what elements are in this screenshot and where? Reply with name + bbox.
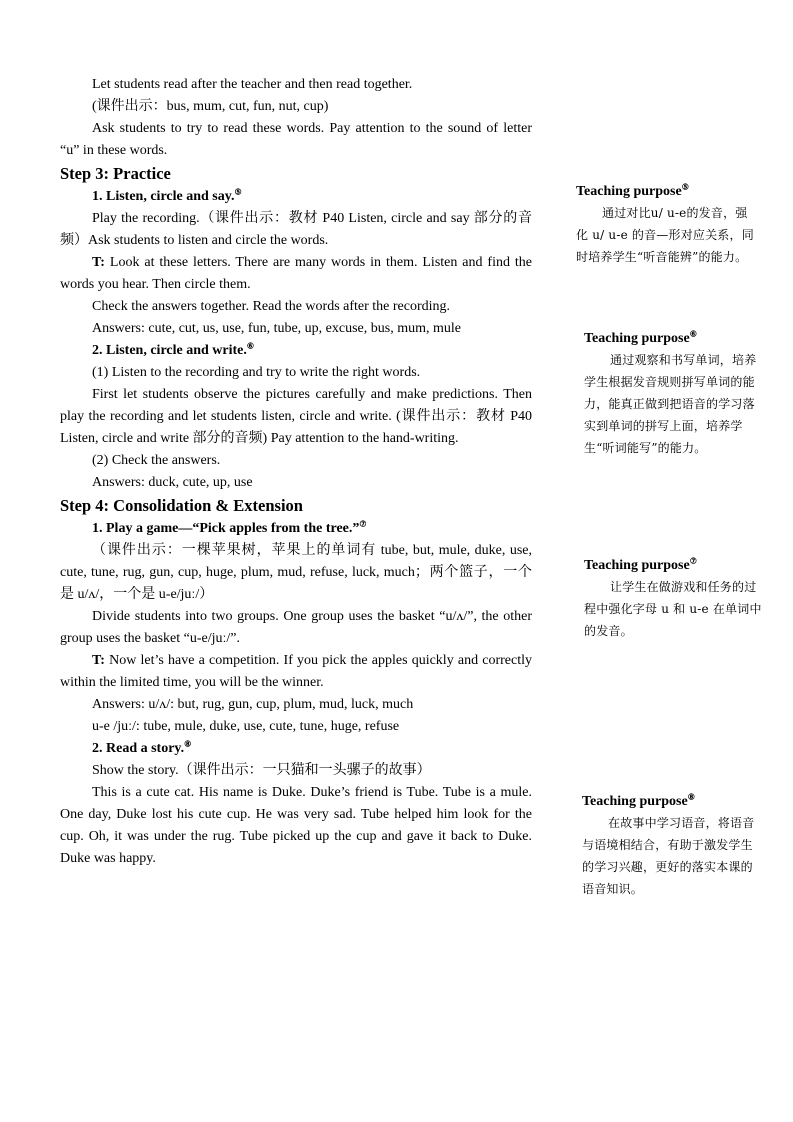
footnote-mark: ⑦ — [359, 519, 367, 529]
intro-line-2: (课件出示：bus, mum, cut, fun, nut, cup) — [92, 99, 329, 114]
step4-heading: Step 4: Consolidation & Extension — [60, 496, 303, 515]
step4-sec1-p1: （课件出示：一棵苹果树，苹果上的单词有 tube, but, mule, duke, use, cute, tune, rug, gun, cup, huge, plum, mud, refuse, luck, much；两个篮子，一个是 u/ʌ/，一个是 u-e/juː/） — [60, 543, 532, 602]
step3-sec2-title: 2. Listen, circle and write.⑥ — [92, 341, 255, 358]
teaching-purpose-note-4 — [582, 792, 764, 900]
lesson-body — [60, 74, 532, 870]
note-text: 通过观察和书写单词，培养学生根据发音规则拼写单词的能力，能真正做到把语音的学习落实到单词的拼写上面，培养学生“听词能写”的能力。 — [584, 353, 757, 455]
teaching-purpose-note-3 — [584, 556, 766, 642]
step3-sec2-p2: First let students observe the pictures carefully and make predictions. Then play the recording and let students listen, circle and write. (课件出示：教材 P40 Listen, circle and write 部分的音频) Pay attention to the hand-writing. — [60, 387, 532, 446]
step4-sec1-ans1: Answers: u/ʌ/: but, rug, gun, cup, plum, mud, luck, much — [92, 697, 414, 712]
note-text: 在故事中学习语音，将语音与语境相结合，有助于激发学生的学习兴趣，更好的落实本课的语音知识。 — [582, 816, 755, 896]
step3-sec2-answers: Answers: duck, cute, up, use — [92, 475, 253, 490]
note-title: Teaching purpose⑥ — [584, 329, 697, 346]
step4-sec1-ans2: u-e /juː/: tube, mule, duke, use, cute, tune, huge, refuse — [92, 719, 400, 734]
step3-sec1-answers: Answers: cute, cut, us, use, fun, tube, up, excuse, bus, mum, mule — [92, 321, 461, 336]
step4-sec2-p2: This is a cute cat. His name is Duke. Duke’s friend is Tube. Tube is a mule. One day, Duke lost his cute cup. He was very sad. Tube helped him look for the cup. Oh, it was under the rug. Tube picked up the cup and gave it back to Duke. Duke was happy. — [60, 785, 532, 866]
step3-sec1-title: 1. Listen, circle and say.⑤ — [92, 187, 242, 204]
step3-sec1-p1: Play the recording.（课件出示：教材 P40 Listen, circle and say 部分的音频）Ask students to listen and circle the words. — [60, 211, 532, 248]
step4-sec1-p2: Divide students into two groups. One group uses the basket “u/ʌ/”, the other group uses the basket “u-e/juː/”. — [60, 609, 532, 646]
footnote-mark: ⑥ — [246, 341, 255, 351]
note-title: Teaching purpose⑤ — [576, 182, 689, 199]
step3-sec1-teacher: T: Look at these letters. There are many words in them. Listen and find the words you hear. Then circle them. — [60, 255, 532, 292]
step3-sec2-p1: (1) Listen to the recording and try to write the right words. — [92, 365, 421, 380]
step4-sec2-p1: Show the story.（课件出示：一只猫和一头骡子的故事） — [92, 763, 431, 778]
footnote-mark: ⑧ — [184, 739, 192, 749]
intro-line-3: Ask students to try to read these words. Pay attention to the sound of letter “u” in these words. — [60, 121, 532, 158]
note-title: Teaching purpose⑧ — [582, 792, 695, 809]
note-title: Teaching purpose⑦ — [584, 556, 697, 573]
note-text: 让学生在做游戏和任务的过程中强化字母 u 和 u-e 在单词中的发音。 — [584, 580, 762, 638]
note-text: 通过对比u/ u-e的发音，强化 u/ u-e 的音—形对应关系，同时培养学生“听音能辨”的能力。 — [576, 206, 754, 264]
intro-line-1: Let students read after the teacher and then read together. — [92, 77, 413, 92]
footnote-mark: ⑤ — [234, 187, 242, 197]
step3-sec2-p3: (2) Check the answers. — [92, 453, 221, 468]
teaching-purpose-note-2 — [584, 329, 766, 459]
step4-sec1-teacher: T: Now let’s have a competition. If you pick the apples quickly and correctly within the limited time, you will be the winner. — [60, 653, 532, 690]
step3-heading: Step 3: Practice — [60, 164, 171, 183]
teaching-purpose-note-1 — [576, 182, 758, 268]
step3-sec1-p3: Check the answers together. Read the words after the recording. — [92, 299, 451, 314]
step4-sec1-title: 1. Play a game—“Pick apples from the tree.”⑦ — [92, 519, 367, 536]
step4-sec2-title: 2. Read a story.⑧ — [92, 739, 192, 756]
